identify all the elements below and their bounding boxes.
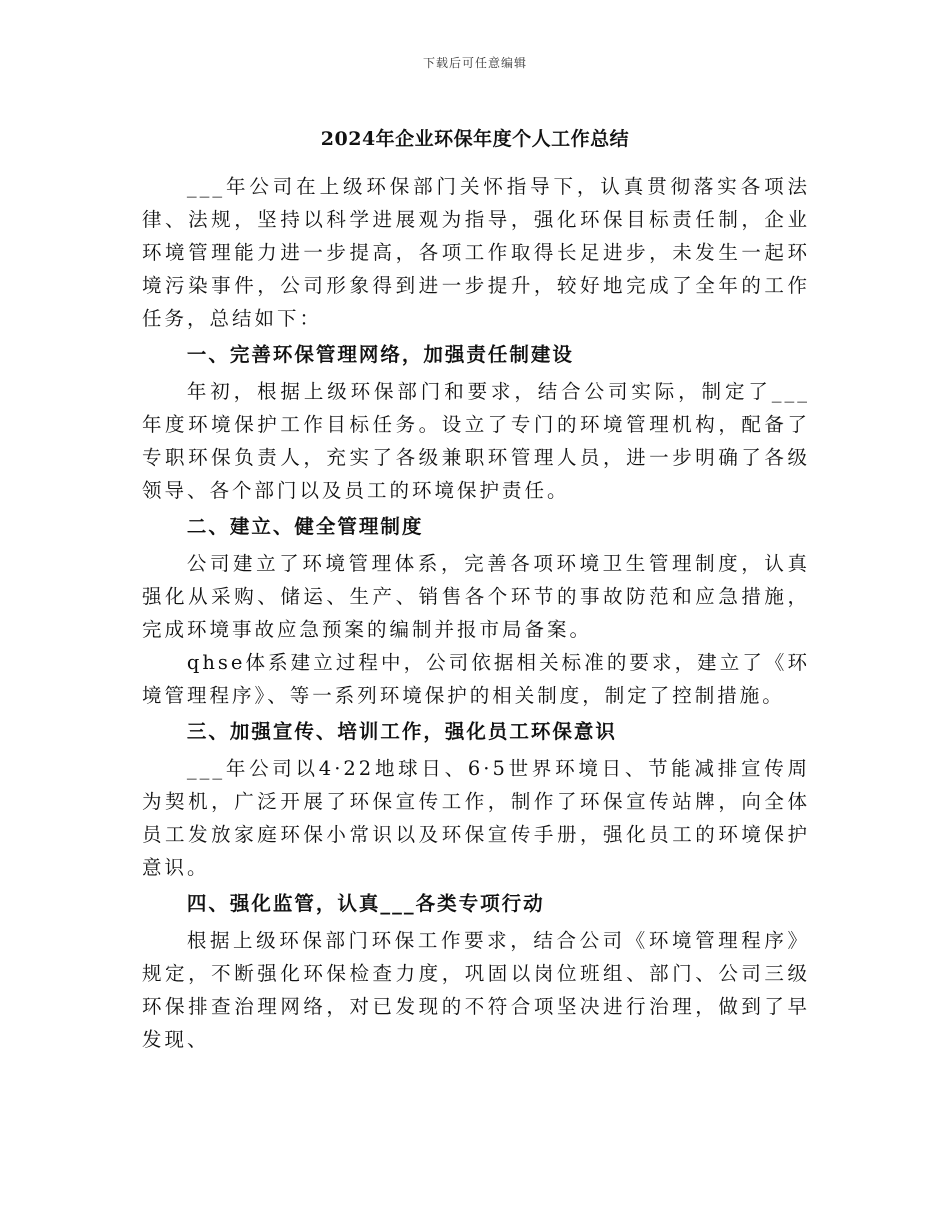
document-title: 2024年企业环保年度个人工作总结: [320, 128, 630, 150]
document-body: [142, 170, 810, 1056]
header-note: 下载后可任意编辑: [422, 56, 527, 70]
intro-paragraph: ___年公司在上级环保部门关怀指导下，认真贯彻落实各项法律、法规，坚持以科学进展观为指导，强化环保目标责任制，企业环境管理能力进一步提高，各项工作取得长足进步，未发生一起环境污染事件，公司形象得到进一步提升，较好地完成了全年的工作任务，总结如下：: [142, 175, 810, 330]
section-3-paragraph-1: ___年公司以4·22地球日、6·5世界环境日、节能减排宣传周为契机，广泛开展了环保宣传工作，制作了环保宣传站牌，向全体员工发放家庭环保小常识以及环保宣传手册，强化员工的环境保护意识。: [142, 757, 810, 879]
section-1-paragraph-1: 年初，根据上级环保部门和要求，结合公司实际，制定了___年度环境保护工作目标任务。设立了专门的环境管理机构，配备了专职环保负责人，充实了各级兼职环管理人员，进一步明确了各级领导、各个部门以及员工的环境保护责任。: [142, 380, 810, 502]
section-2-paragraph-1: 公司建立了环境管理体系，完善各项环境卫生管理制度，认真强化从采购、储运、生产、销售各个环节的事故防范和应急措施，完成环境事故应急预案的编制并报市局备案。: [142, 552, 810, 641]
section-2-paragraph-2: qhse体系建立过程中，公司依据相关标准的要求，建立了《环境管理程序》、等一系列环境保护的相关制度，制定了控制措施。: [142, 651, 810, 707]
section-heading-1: 一、完善环保管理网络，加强责任制建设: [186, 343, 574, 366]
section-heading-2: 二、建立、健全管理制度: [186, 515, 424, 538]
section-4-paragraph-1: 根据上级环保部门环保工作要求，结合公司《环境管理程序》规定，不断强化环保检查力度，巩固以岗位班组、部门、公司三级环保排查治理网络，对已发现的不符合项坚决进行治理，做到了早发现、: [142, 929, 810, 1051]
section-heading-3: 三、加强宣传、培训工作，强化员工环保意识: [186, 720, 617, 743]
section-heading-4: 四、强化监管，认真___各类专项行动: [186, 892, 545, 915]
